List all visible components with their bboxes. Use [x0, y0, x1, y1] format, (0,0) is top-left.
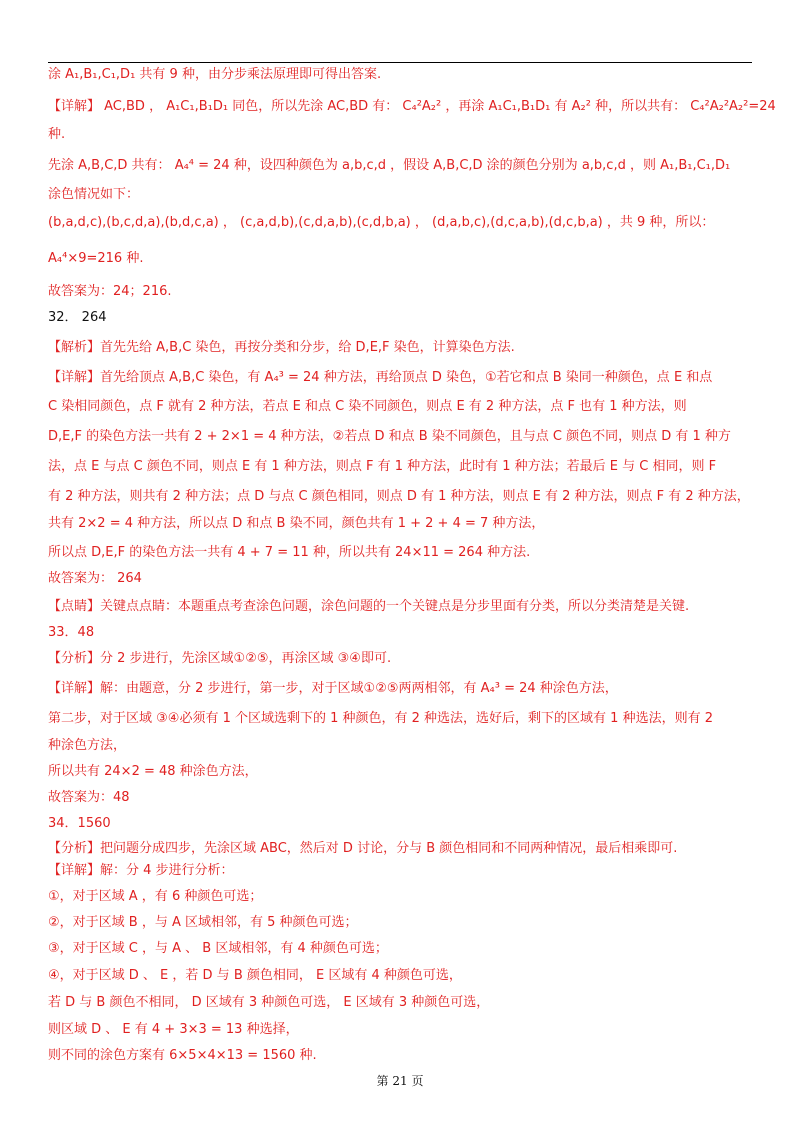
text-line: A₄⁴×9=216 种. — [48, 251, 144, 266]
text-line: C 染相同颜色，点 F 就有 2 种方法，若点 E 和点 C 染不同颜色，则点 E 有 2 种方法，点 F 也有 1 种方法，则 — [48, 399, 687, 414]
header-rule — [48, 62, 752, 63]
question-number: 32． 264 — [48, 310, 107, 325]
text-line: ②，对于区域 B ，与 A 区域相邻，有 5 种颜色可选； — [48, 915, 358, 930]
text-line: 【详解】首先给顶点 A,B,C 染色，有 A₄³ = 24 种方法，再给顶点 D 染色，①若它和点 B 染同一种颜色，点 E 和点 — [48, 370, 713, 385]
text-line: 【解析】首先先给 A,B,C 染色，再按分类和分步，给 D,E,F 染色，计算染色方法. — [48, 340, 515, 355]
text-line: 【详解】 AC,BD ， A₁C₁,B₁D₁ 同色，所以先涂 AC,BD 有： C₄²A₂² ，再涂 A₁C₁,B₁D₁ 有 A₂² 种，所以共有： C₄²A₂²A₂²=24 — [48, 99, 776, 114]
text-line: ①，对于区域 A ，有 6 种颜色可选； — [48, 889, 263, 904]
text-line: 故答案为： 264 — [48, 571, 142, 586]
text-line: 先涂 A,B,C,D 共有： A₄⁴ = 24 种，设四种颜色为 a,b,c,d ，假设 A,B,C,D 涂的颜色分别为 a,b,c,d ，则 A₁,B₁,C₁,D₁ — [48, 158, 731, 173]
text-line: 种涂色方法， — [48, 738, 127, 753]
text-line: 【详解】解：由题意，分 2 步进行，第一步，对于区域①②⑤两两相邻，有 A₄³ = 24 种涂色方法， — [48, 681, 618, 696]
text-line: 则不同的涂色方案有 6×5×4×13 = 1560 种. — [48, 1048, 317, 1063]
text-line: 故答案为：24；216. — [48, 284, 172, 299]
question-number: 33．48 — [48, 625, 95, 640]
text-line: D,E,F 的染色方法一共有 2 + 2×1 = 4 种方法，②若点 D 和点 B 染不同颜色，且与点 C 颜色不同，则点 D 有 1 种方 — [48, 429, 731, 444]
text-line: 【详解】解：分 4 步进行分析： — [48, 863, 234, 878]
text-line: 种. — [48, 127, 66, 142]
text-line: 有 2 种方法，则共有 2 种方法；点 D 与点 C 颜色相同，则点 D 有 1 种方法，则点 E 有 2 种方法，则点 F 有 2 种方法， — [48, 489, 750, 504]
text-line: 涂色情况如下： — [48, 187, 140, 202]
text-line: 所以共有 24×2 = 48 种涂色方法， — [48, 764, 258, 779]
text-line: 第二步，对于区域 ③④必须有 1 个区域选剩下的 1 种颜色，有 2 种选法，选好后，剩下的区域有 1 种选法，则有 2 — [48, 711, 713, 726]
text-line: 所以点 D,E,F 的染色方法一共有 4 + 7 = 11 种，所以共有 24×11 = 264 种方法. — [48, 545, 531, 560]
page-number: 第 21 页 — [376, 1074, 424, 1088]
text-line: 故答案为：48 — [48, 790, 130, 805]
text-line: 法，点 E 与点 C 颜色不同，则点 E 有 1 种方法，则点 F 有 1 种方法，此时有 1 种方法；若最后 E 与 C 相同，则 F — [48, 459, 717, 474]
text-line: 则区域 D 、 E 有 4 + 3×3 = 13 种选择， — [48, 1022, 299, 1037]
text-line: 【分析】把问题分成四步，先涂区域 ABC，然后对 D 讨论，分与 B 颜色相同和不同两种情况，最后相乘即可. — [48, 841, 678, 856]
text-line: (b,a,d,c),(b,c,d,a),(b,d,c,a) ， (c,a,d,b),(c,d,a,b),(c,d,b,a) ， (d,a,b,c),(d,c,a,b),(d,c,b,a) ，共 9 种，所以： — [48, 215, 715, 230]
text-line: 涂 A₁,B₁,C₁,D₁ 共有 9 种，由分步乘法原理即可得出答案. — [48, 67, 382, 82]
question-number: 34．1560 — [48, 816, 111, 831]
text-line: 共有 2×2 = 4 种方法，所以点 D 和点 B 染不同，颜色共有 1 + 2 + 4 = 7 种方法， — [48, 516, 545, 531]
text-line: 【分析】分 2 步进行，先涂区域①②⑤，再涂区域 ③④即可. — [48, 651, 392, 666]
text-line: ④，对于区域 D 、 E ，若 D 与 B 颜色相同， E 区域有 4 种颜色可选， — [48, 968, 462, 983]
text-line: 若 D 与 B 颜色不相同， D 区域有 3 种颜色可选， E 区域有 3 种颜色可选， — [48, 995, 490, 1010]
text-line: ③，对于区域 C ，与 A 、 B 区域相邻，有 4 种颜色可选； — [48, 941, 388, 956]
text-line: 【点睛】关键点点睛：本题重点考查涂色问题，涂色问题的一个关键点是分步里面有分类，所以分类清楚是关键. — [48, 599, 690, 614]
